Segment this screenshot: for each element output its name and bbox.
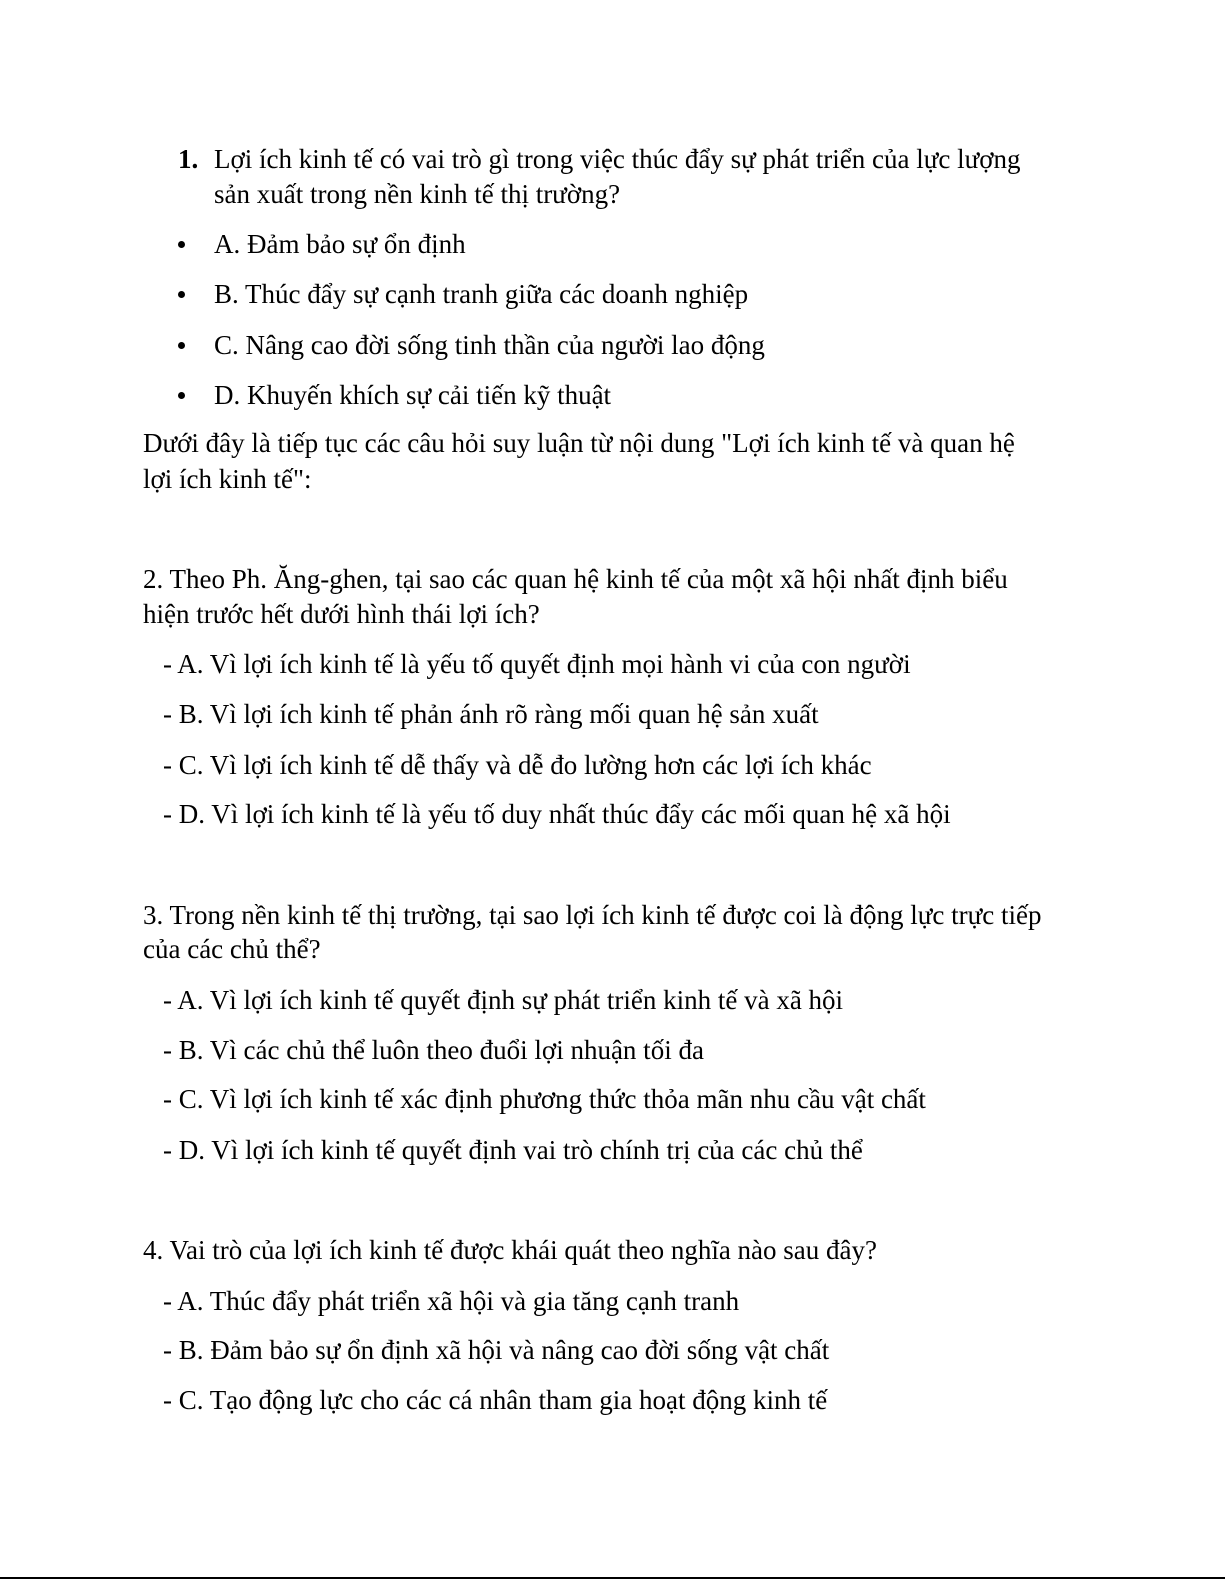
question-1-option-a: A. Đảm bảo sự ổn định xyxy=(214,229,466,259)
question-3-option-b: - B. Vì các chủ thể luôn theo đuổi lợi nhuận tối đa xyxy=(163,1035,704,1065)
question-2-text-line-2: hiện trước hết dưới hình thái lợi ích? xyxy=(143,599,540,629)
question-2-option-b: - B. Vì lợi ích kinh tế phản ánh rõ ràng mối quan hệ sản xuất xyxy=(163,699,819,729)
question-3-option-c: - C. Vì lợi ích kinh tế xác định phương thức thỏa mãn nhu cầu vật chất xyxy=(163,1084,926,1114)
question-2-option-d: - D. Vì lợi ích kinh tế là yếu tố duy nhất thúc đẩy các mối quan hệ xã hội xyxy=(163,799,951,829)
bullet-icon xyxy=(178,342,185,349)
page-bottom-border xyxy=(0,1577,1225,1579)
bullet-icon xyxy=(178,392,185,399)
question-1-option-d: D. Khuyến khích sự cải tiến kỹ thuật xyxy=(214,380,612,410)
question-1-option-b: B. Thúc đẩy sự cạnh tranh giữa các doanh nghiệp xyxy=(214,279,749,309)
question-1-text-line-1: Lợi ích kinh tế có vai trò gì trong việc thúc đẩy sự phát triển của lực lượng xyxy=(214,144,1021,174)
bullet-icon xyxy=(178,291,185,298)
question-2-option-a: - A. Vì lợi ích kinh tế là yếu tố quyết định mọi hành vi của con người xyxy=(163,649,911,679)
question-1-text-line-2: sản xuất trong nền kinh tế thị trường? xyxy=(214,179,621,209)
question-3-option-d: - D. Vì lợi ích kinh tế quyết định vai trò chính trị của các chủ thể xyxy=(163,1135,863,1165)
intro-line-2: lợi ích kinh tế": xyxy=(143,464,312,494)
question-3-text-line-2: của các chủ thể? xyxy=(143,934,321,964)
intro-line-1: Dưới đây là tiếp tục các câu hỏi suy luận từ nội dung "Lợi ích kinh tế và quan hệ xyxy=(143,428,1015,458)
question-3-text-line-1: 3. Trong nền kinh tế thị trường, tại sao lợi ích kinh tế được coi là động lực trực tiếp xyxy=(143,900,1042,930)
question-4-option-b: - B. Đảm bảo sự ổn định xã hội và nâng cao đời sống vật chất xyxy=(163,1335,830,1365)
question-3-option-a: - A. Vì lợi ích kinh tế quyết định sự phát triển kinh tế và xã hội xyxy=(163,985,844,1015)
question-2-option-c: - C. Vì lợi ích kinh tế dễ thấy và dễ đo lường hơn các lợi ích khác xyxy=(163,750,872,780)
question-1-option-c: C. Nâng cao đời sống tinh thần của người lao động xyxy=(214,330,765,360)
question-4-option-c: - C. Tạo động lực cho các cá nhân tham gia hoạt động kinh tế xyxy=(163,1385,828,1415)
question-4-text-line-1: 4. Vai trò của lợi ích kinh tế được khái quát theo nghĩa nào sau đây? xyxy=(143,1235,877,1265)
bullet-icon xyxy=(178,241,185,248)
question-2-text-line-1: 2. Theo Ph. Ăng-ghen, tại sao các quan hệ kinh tế của một xã hội nhất định biểu xyxy=(143,564,1008,594)
question-1-number: 1. xyxy=(178,144,199,174)
question-4-option-a: - A. Thúc đẩy phát triển xã hội và gia tăng cạnh tranh xyxy=(163,1286,740,1316)
